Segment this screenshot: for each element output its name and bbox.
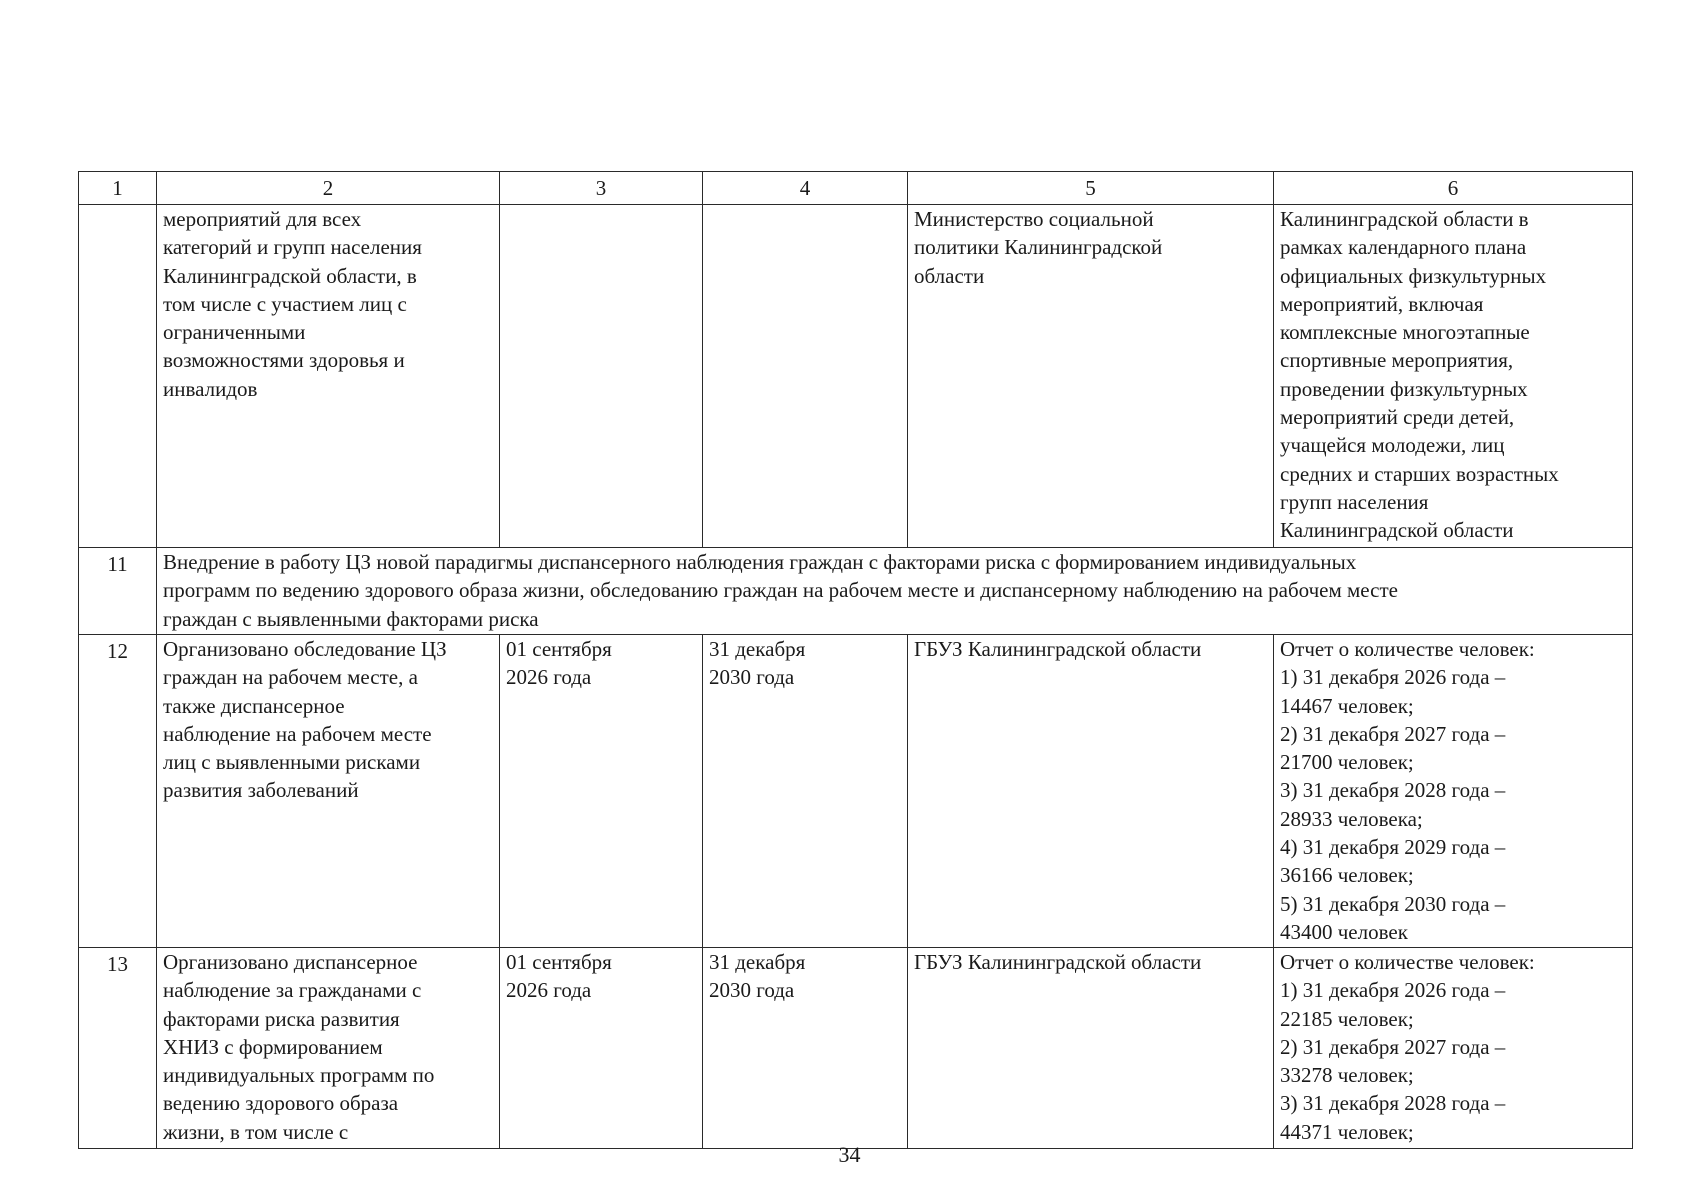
page-number: 34: [838, 1142, 861, 1167]
column-number-1: 1: [79, 172, 157, 205]
result-cell: Отчет о количестве человек: 1) 31 декабря 2026 года – 14467 человек; 2) 31 декабря 2027 года – 21700 человек; 3) 31 декабря 2028 года – 28933 человека; 4) 31 декабря 2029 года – 36166 человек; 5) 31 декабря 2030 года – 43400 человек: [1274, 635, 1633, 948]
column-number-6: 6: [1274, 172, 1633, 205]
end-date-cell: 31 декабря 2030 года: [703, 635, 908, 948]
end-date-cell: 31 декабря 2030 года: [703, 948, 908, 1149]
table-header-row: [79, 172, 1633, 205]
row-number-cell: 13: [79, 948, 157, 1149]
measure-name-cell: мероприятий для всех категорий и групп населения Калининградской области, в том числе с участием лиц с ограниченными возможностями здоровья и инвалидов: [157, 205, 500, 548]
column-number-3: 3: [500, 172, 703, 205]
row-number-cell: 11: [79, 548, 157, 635]
responsible-cell: ГБУЗ Калининградской области: [908, 635, 1274, 948]
section-heading-cell: Внедрение в работу ЦЗ новой парадигмы диспансерного наблюдения граждан с факторами риска с формированием индивидуальных программ по ведению здорового образа жизни, обследованию граждан на рабочем месте и диспансерному наблюдению на рабочем месте граждан с выявленными факторами риска: [157, 548, 1633, 635]
start-date-cell: [500, 205, 703, 548]
measure-name-cell: Организовано диспансерное наблюдение за гражданами с факторами риска развития ХНИЗ с формированием индивидуальных программ по ведению здорового образа жизни, в том числе с: [157, 948, 500, 1149]
column-number-2: 2: [157, 172, 500, 205]
column-number-5: 5: [908, 172, 1274, 205]
responsible-cell: Министерство социальной политики Калининградской области: [908, 205, 1274, 548]
table-row: [79, 635, 1633, 948]
column-number-4: 4: [703, 172, 908, 205]
result-cell: Калининградской области в рамках календарного плана официальных физкультурных мероприятий, включая комплексные многоэтапные спортивные мероприятия, проведении физкультурных мероприятий среди детей, учащейся молодежи, лиц средних и старших возрастных групп населения Калининградской области: [1274, 205, 1633, 548]
measures-table: [78, 171, 1633, 1149]
measure-name-cell: Организовано обследование ЦЗ граждан на рабочем месте, а также диспансерное наблюдение на рабочем месте лиц с выявленными рисками развития заболеваний: [157, 635, 500, 948]
row-number-cell: 12: [79, 635, 157, 948]
end-date-cell: [703, 205, 908, 548]
responsible-cell: ГБУЗ Калининградской области: [908, 948, 1274, 1149]
row-number-cell: [79, 205, 157, 548]
result-cell: Отчет о количестве человек: 1) 31 декабря 2026 года – 22185 человек; 2) 31 декабря 2027 года – 33278 человек; 3) 31 декабря 2028 года – 44371 человек;: [1274, 948, 1633, 1149]
start-date-cell: 01 сентября 2026 года: [500, 635, 703, 948]
start-date-cell: 01 сентября 2026 года: [500, 948, 703, 1149]
table-row: [79, 948, 1633, 1149]
table-row: [79, 205, 1633, 548]
table-row: [79, 548, 1633, 635]
